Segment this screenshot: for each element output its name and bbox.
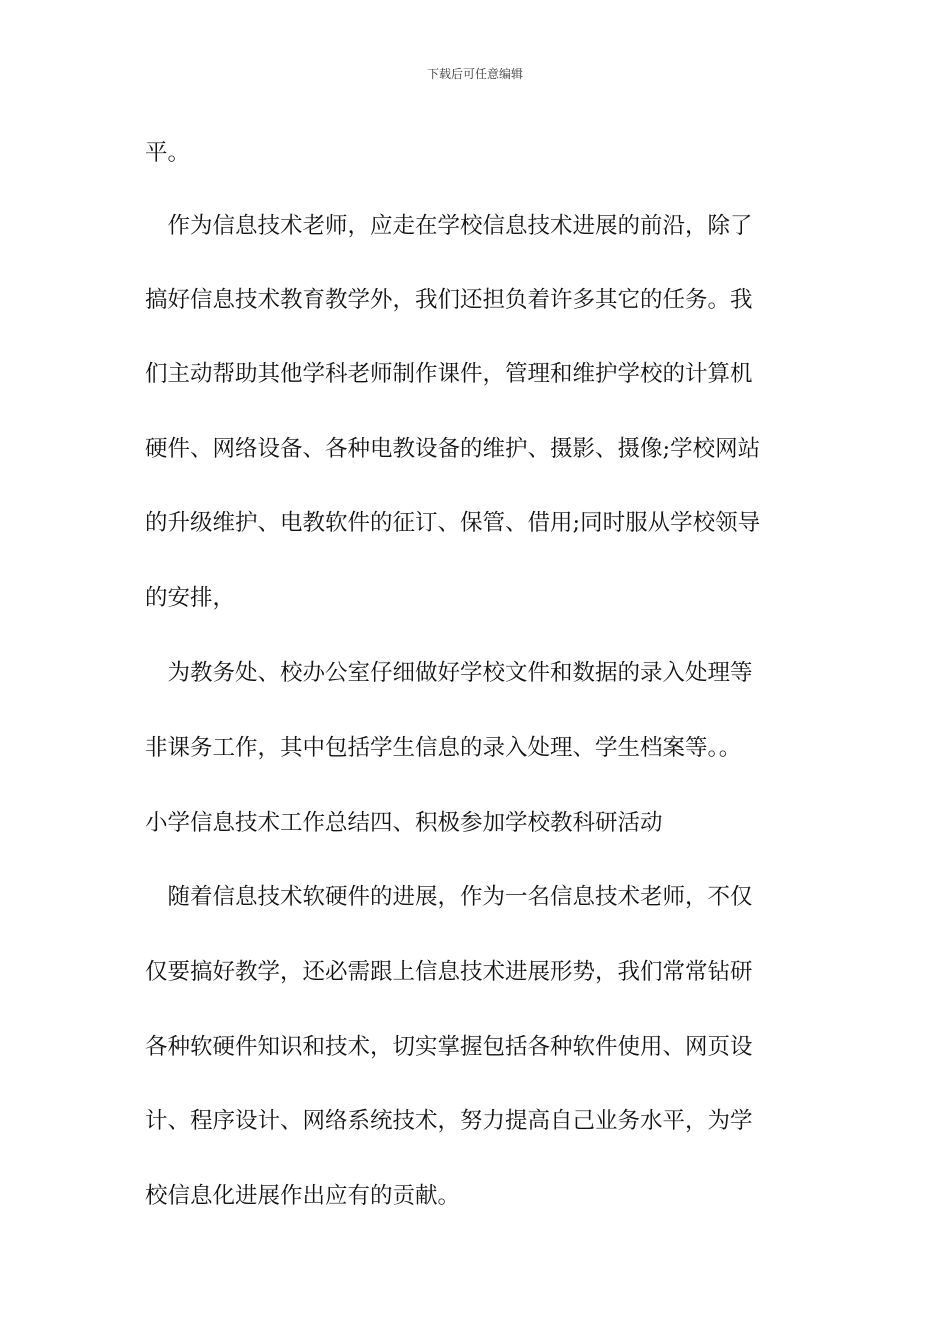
text-line: 作为信息技术老师，应走在学校信息技术进展的前沿，除了	[145, 213, 753, 239]
text-line: 为教务处、校办公室仔细做好学校文件和数据的录入处理等	[145, 660, 753, 686]
text-line: 的升级维护、电教软件的征订、保管、借用;同时服从学校领导	[145, 510, 761, 536]
text-line: 平。	[145, 140, 191, 166]
text-line: 仅要搞好教学，还必需跟上信息技术进展形势，我们常常钻研	[145, 959, 753, 985]
section-heading: 小学信息技术工作总结四、积极参加学校教科研活动	[145, 810, 663, 836]
text-line: 硬件、网络设备、各种电教设备的维护、摄影、摄像;学校网站	[145, 436, 761, 462]
text-line: 搞好信息技术教育教学外，我们还担负着许多其它的任务。我	[145, 287, 753, 313]
text-line: 非课务工作，其中包括学生信息的录入处理、学生档案等。。	[145, 735, 742, 761]
text-line: 随着信息技术软硬件的进展，作为一名信息技术老师，不仅	[145, 884, 753, 910]
text-line: 计、程序设计、网络系统技术，努力提高自己业务水平，为学	[145, 1108, 753, 1134]
page-header: 下载后可任意编辑	[426, 67, 523, 81]
text-line: 各种软硬件知识和技术，切实掌握包括各种软件使用、网页设	[145, 1034, 753, 1060]
text-line: 校信息化进展作出应有的贡献。	[145, 1183, 461, 1209]
text-line: 们主动帮助其他学科老师制作课件，管理和维护学校的计算机	[145, 361, 753, 387]
text-line: 的安排，	[145, 585, 236, 611]
